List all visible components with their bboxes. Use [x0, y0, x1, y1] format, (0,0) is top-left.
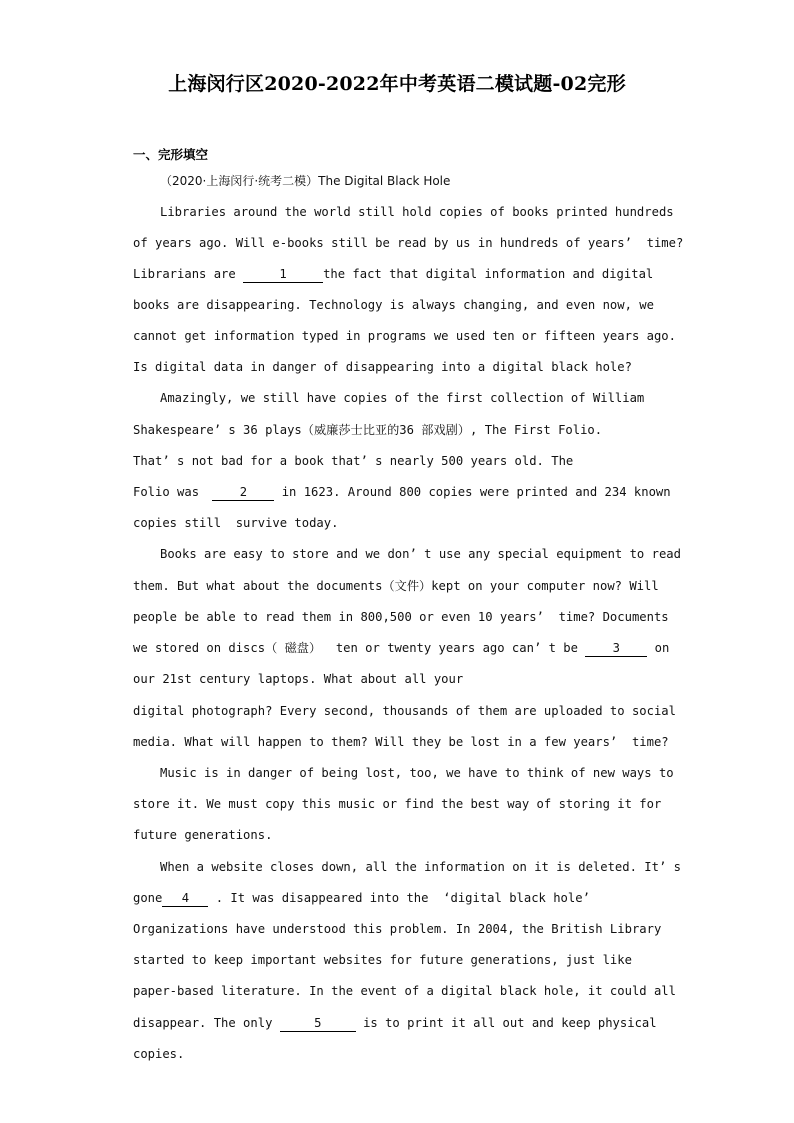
- passage-line: [133, 1014, 657, 1032]
- passage-line: our 21st century laptops. What about all your: [133, 672, 464, 686]
- page-title: 上海闵行区2020-2022年中考英语二模试题-02完形: [168, 73, 626, 95]
- line-text: gone: [133, 891, 163, 905]
- passage-line: [133, 889, 590, 907]
- source-line: （2020·上海闵行·统考二模）The Digital Black Hole: [160, 174, 451, 188]
- line-text: is to print it all out and keep physical: [355, 1016, 657, 1030]
- blank-1[interactable]: 1: [243, 267, 323, 283]
- passage-line: digital photograph? Every second, thousands of them are uploaded to social: [133, 704, 676, 718]
- passage-line: store it. We must copy this music or find the best way of storing it for: [133, 797, 662, 811]
- passage-line: people be able to read them in 800,500 or even 10 years’ time? Documents: [133, 610, 669, 624]
- blank-3[interactable]: 3: [585, 641, 647, 657]
- line-text: the fact that digital information and digital: [323, 267, 654, 281]
- passage-line: future generations.: [133, 828, 273, 842]
- passage-line: Shakespeare’ s 36 plays（威廉莎士比亚的36 部戏剧）, The First Folio.: [133, 423, 603, 437]
- passage-line: [133, 639, 669, 657]
- section-heading: 一、完形填空: [133, 147, 209, 162]
- passage-line: Libraries around the world still hold copies of books printed hundreds: [160, 205, 674, 219]
- passage-line: Music is in danger of being lost, too, we have to think of new ways to: [160, 766, 674, 780]
- line-text: on: [647, 641, 670, 655]
- line-text: Folio was: [133, 485, 207, 499]
- passage-line: them. But what about the documents（文件）kept on your computer now? Will: [133, 579, 659, 593]
- passage-line: copies still survive today.: [133, 516, 339, 530]
- passage-line: That’ s not bad for a book that’ s nearly 500 years old. The: [133, 454, 574, 468]
- line-text: . It was disappeared into the ‘digital black hole’: [208, 891, 590, 905]
- passage-line: copies.: [133, 1047, 185, 1061]
- passage-line: Amazingly, we still have copies of the first collection of William: [160, 391, 645, 405]
- blank-5[interactable]: 5: [280, 1016, 356, 1032]
- passage-line: Is digital data in danger of disappearing into a digital black hole?: [133, 360, 632, 374]
- blank-2[interactable]: 2: [212, 485, 274, 501]
- passage-line: [133, 265, 653, 283]
- passage-line: books are disappearing. Technology is always changing, and even now, we: [133, 298, 654, 312]
- line-text: we stored on discs（ 磁盘） ten or twenty years ago can’ t be: [133, 641, 586, 655]
- passage-line: When a website closes down, all the information on it is deleted. It’ s: [160, 860, 681, 874]
- line-text: disappear. The only: [133, 1016, 280, 1030]
- line-text: in 1623. Around 800 copies were printed and 234 known: [274, 485, 671, 499]
- passage-line: paper-based literature. In the event of a digital black hole, it could all: [133, 984, 676, 998]
- passage-line: Books are easy to store and we don’ t use any special equipment to read: [160, 547, 681, 561]
- passage-line: [133, 483, 671, 501]
- passage-line: started to keep important websites for future generations, just like: [133, 953, 632, 967]
- passage-line: media. What will happen to them? Will they be lost in a few years’ time?: [133, 735, 669, 749]
- blank-4[interactable]: 4: [162, 891, 208, 907]
- passage-line: of years ago. Will e-books still be read by us in hundreds of years’ time?: [133, 236, 684, 250]
- line-text: Librarians are: [133, 267, 244, 281]
- passage-line: cannot get information typed in programs we used ten or fifteen years ago.: [133, 329, 676, 343]
- passage-line: Organizations have understood this problem. In 2004, the British Library: [133, 922, 662, 936]
